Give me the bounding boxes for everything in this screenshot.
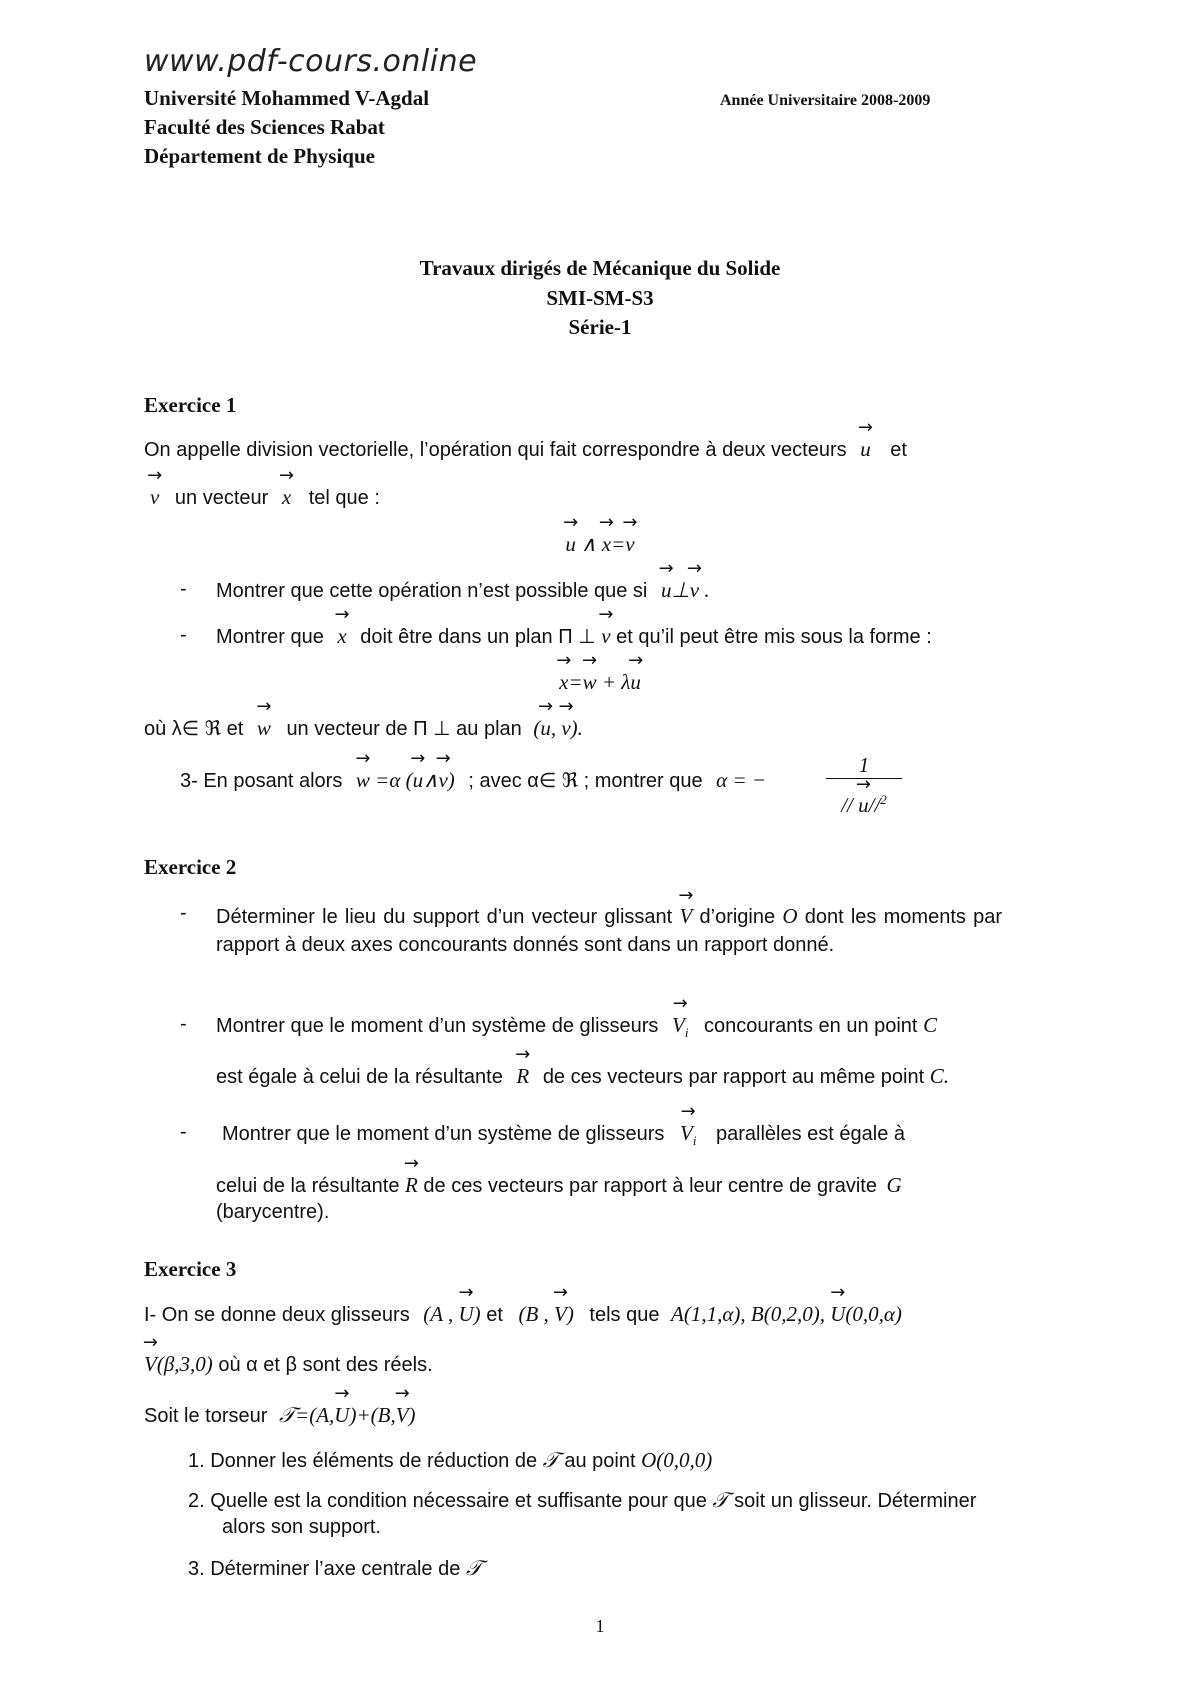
ex3-q1-text: 1. Donner les éléments de réduction de: [188, 1450, 538, 1472]
ex1-item3: [180, 768, 766, 793]
exercise-2-title: Exercice 2: [144, 855, 237, 879]
ex3-q2-text-b: soit un glisseur. Déterminer: [734, 1490, 977, 1512]
point-G: G: [886, 1173, 902, 1197]
doc-title: Travaux dirigés de Mécanique du Solide: [419, 256, 781, 280]
ex2-item3-dash: -: [180, 1121, 187, 1143]
ex2-item2-text-a: Montrer que le moment d’un système de glisseurs: [216, 1015, 659, 1037]
department-name: Département de Physique: [144, 144, 375, 168]
point-O-origin: O(0,0,0): [641, 1448, 713, 1472]
vector-v: → v: [601, 624, 610, 649]
ex1-intro-and: et: [890, 439, 907, 461]
vector-Vi: → $V_i$: [680, 1121, 696, 1149]
vector-v: → v: [150, 485, 159, 510]
ex2-item3-text-a: Montrer que le moment d’un système de glisseurs: [222, 1123, 665, 1145]
exercise-3-title: Exercice 3: [144, 1257, 237, 1281]
torsor-symbol: 𝒯: [712, 1488, 729, 1512]
ex3-question-1: [188, 1448, 712, 1473]
point-O: O: [782, 904, 798, 928]
torsor-symbol: 𝒯: [542, 1448, 559, 1472]
ex3-q2-text-a: 2. Quelle est la condition nécessaire et suffisante pour que: [188, 1490, 707, 1512]
faculty-name: Faculté des Sciences Rabat: [144, 115, 385, 139]
vector-R: → R: [516, 1064, 529, 1089]
ex1-intro-text2: un vecteur: [174, 487, 269, 509]
ex2-item2-text-c: est égale à celui de la résultante: [216, 1066, 503, 1088]
ex1-item2-dash: -: [180, 624, 187, 646]
vector-x: → x: [337, 624, 346, 649]
ex2-item3-line1: [222, 1121, 1002, 1149]
ex1-item2-text-c: et qu’il peut être mis sous la forme :: [616, 626, 932, 648]
ex1-item1-dash: -: [180, 578, 187, 600]
exercise-1-title: Exercice 1: [144, 393, 237, 417]
ex2-item3-text-c: celui de la résultante: [216, 1175, 400, 1197]
perp-condition: → u⊥→ v .: [661, 578, 710, 602]
glisseur-A-U: (A , → U): [423, 1302, 480, 1326]
alpha-symbol: α = −: [716, 768, 767, 792]
ex1-item1: [216, 578, 710, 603]
ex2-item2-dash: -: [180, 1013, 187, 1035]
ex2-item2-text-b: concourants en un point: [704, 1015, 918, 1037]
ex3-line3-text: Soit le torseur: [144, 1405, 268, 1427]
ex2-item2-line2: [216, 1064, 949, 1089]
doc-subtitle-series: Série-1: [568, 315, 632, 339]
ex1-item2: [216, 624, 932, 649]
equation-x-decomposition: → x=→ w + λ→ u: [0, 670, 1200, 695]
ex1-where-text-a: où λ∈ ℜ et: [144, 718, 244, 740]
ex3-question-2: [188, 1488, 976, 1513]
ex2-item3-text-b: parallèles est égale à: [716, 1123, 906, 1145]
vector-Vi: → $V_i$: [672, 1013, 688, 1041]
vector-V: → V: [679, 902, 692, 930]
plane-uv: (→ u, → v).: [533, 716, 583, 740]
ex1-item3-text-a: 3- En posant alors: [180, 770, 343, 792]
torsor-definition: 𝒯=(A,→ U)+(B,→ V): [279, 1403, 416, 1427]
vector-u: → u: [860, 437, 871, 462]
watermark-text: www.pdf-cours.online: [144, 44, 478, 79]
equation-u-wedge-x: → u ∧ → x=→ v: [0, 532, 1200, 557]
university-name: Université Mohammed V-Agdal: [144, 86, 430, 110]
ex3-line1-text-b: et: [486, 1304, 503, 1326]
ex1-item2-text-b: doit être dans un plan Π ⊥: [360, 626, 596, 648]
ex1-intro-text3: tel que :: [308, 487, 380, 509]
fraction: 1 // → u//$^2$: [826, 752, 902, 822]
page-number: 1: [595, 1616, 605, 1636]
ex3-line1: [144, 1302, 902, 1327]
vector-R: → R: [405, 1173, 418, 1198]
point-C: C.: [929, 1064, 949, 1088]
ex2-item3-line2: [216, 1173, 902, 1198]
academic-year: Année Universitaire 2008-2009: [720, 92, 931, 109]
ex1-intro-line2: [150, 485, 380, 510]
ex2-item3-text-d: de ces vecteurs par rapport à leur centre de gravite: [423, 1175, 877, 1197]
ex2-item1-text-a: Déterminer le lieu du support d’un vecteur glissant: [216, 906, 673, 928]
vector-V-coords: → V(β,3,0): [144, 1352, 213, 1376]
ex1-where-line: [144, 716, 583, 741]
ex1-intro-text: On appelle division vectorielle, l’opération qui fait correspondre à deux vecteurs: [144, 439, 847, 461]
ex2-item2-text-d: de ces vecteurs par rapport au même point: [542, 1066, 925, 1088]
ex2-item1-text-b: d’origine: [699, 906, 776, 928]
ex3-line2: [144, 1352, 433, 1377]
torsor-symbol: 𝒯: [465, 1556, 483, 1580]
ex2-item2-line1: [216, 1013, 937, 1041]
vector-x: → x: [282, 485, 291, 510]
ex2-item1: [216, 902, 1002, 959]
ex1-item2-text-a: Montrer que: [216, 626, 324, 648]
equation-w-alpha: → w =α (→ u∧→ v): [356, 768, 455, 792]
point-C: C: [923, 1013, 938, 1037]
ex3-line1-text-c: tels que: [589, 1304, 660, 1326]
ex3-q3-text: 3. Déterminer l’axe centrale de: [188, 1558, 461, 1580]
ex3-q1-text-b: au point: [564, 1450, 636, 1472]
ex1-intro-line1: [144, 437, 907, 462]
ex3-question-3: [188, 1556, 482, 1581]
ex3-line2-text: où α et β sont des réels.: [218, 1354, 433, 1376]
ex1-where-text-b: un vecteur de Π ⊥ au plan: [286, 718, 522, 740]
ex2-item1-dash: -: [180, 902, 187, 924]
ex3-line3: [144, 1403, 416, 1428]
doc-subtitle-course: SMI-SM-S3: [546, 286, 654, 310]
vector-w: → w: [257, 716, 271, 741]
ex2-item3-line3: (barycentre).: [216, 1201, 330, 1223]
ex2-item1-text-c: dont les moments par rapport à deux axes concourants donnés sont dans un rapport donné.: [216, 906, 1003, 956]
glisseur-B-V: (B , → V): [518, 1302, 573, 1326]
ex3-line1-text-a: I- On se donne deux glisseurs: [144, 1304, 410, 1326]
ex1-item1-text: Montrer que cette opération n’est possible que si: [216, 580, 648, 602]
ex3-question-2-cont: alors son support.: [222, 1516, 381, 1538]
ex1-item3-text-b: ; avec α∈ ℜ ; montrer que: [468, 770, 703, 792]
coordinates-list: A(1,1,α), B(0,2,0), → U(0,0,α): [671, 1302, 902, 1326]
